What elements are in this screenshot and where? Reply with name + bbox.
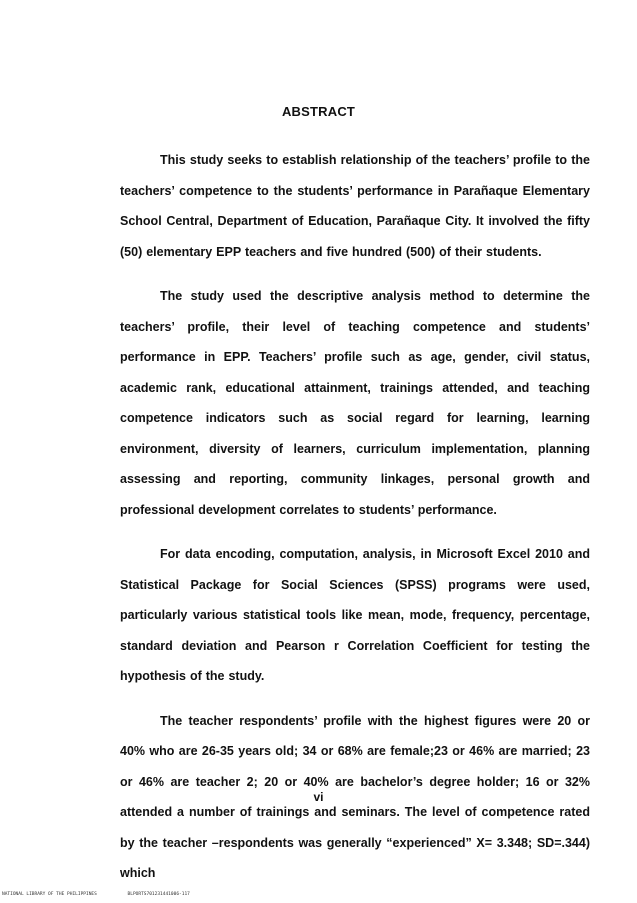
paragraph-2: The study used the descriptive analysis method to determine the teachers’ profile, their level of teaching competence and students’ performance in EPP. Teachers’ profile such as age, gender, civil status, academic rank, educational attainment, trainings attended, and teaching competence indicators such as social regard for learning, learning environment, diversity of learners, curriculum implementation, planning assessing and reporting, community linkages, personal growth and professional development correlates to students’ performance. xyxy=(120,289,590,517)
paragraph-4: The teacher respondents’ profile with the highest figures were 20 or 40% who are 26-35 years old; 34 or 68% are female;23 or 46% are married; 23 or 46% are teacher 2; 20 or 40% are bachelor’s degree holder; 16 or 32% attended a number of trainings and seminars. The level of competence rated by the teacher –respondents was generally “experienced” X= 3.348; SD=.344) which xyxy=(120,713,590,880)
paragraph-3: For data encoding, computation, analysis, in Microsoft Excel 2010 and Statistical Package for Social Sciences (SPSS) programs were used, particularly various statistical tools like mean, mode, frequency, percentage, standard deviation and Pearson r Correlation Coefficient for testing the hypothesis of the study. xyxy=(120,547,590,683)
page-number: vi xyxy=(313,790,324,804)
abstract-body xyxy=(120,145,590,903)
footer-code: BLPORTS701231441006-117 xyxy=(127,892,190,897)
abstract-title: ABSTRACT xyxy=(281,104,356,119)
scan-footer xyxy=(2,892,218,897)
paragraph-1: This study seeks to establish relationship of the teachers’ profile to the teachers’ competence to the students’ performance in Parañaque Elementary School Central, Department of Education, Parañaque City. It involved the fifty (50) elementary EPP teachers and five hundred (500) of their students. xyxy=(120,153,590,259)
footer-library: NATIONAL LIBRARY OF THE PHILIPPINES xyxy=(2,892,97,897)
